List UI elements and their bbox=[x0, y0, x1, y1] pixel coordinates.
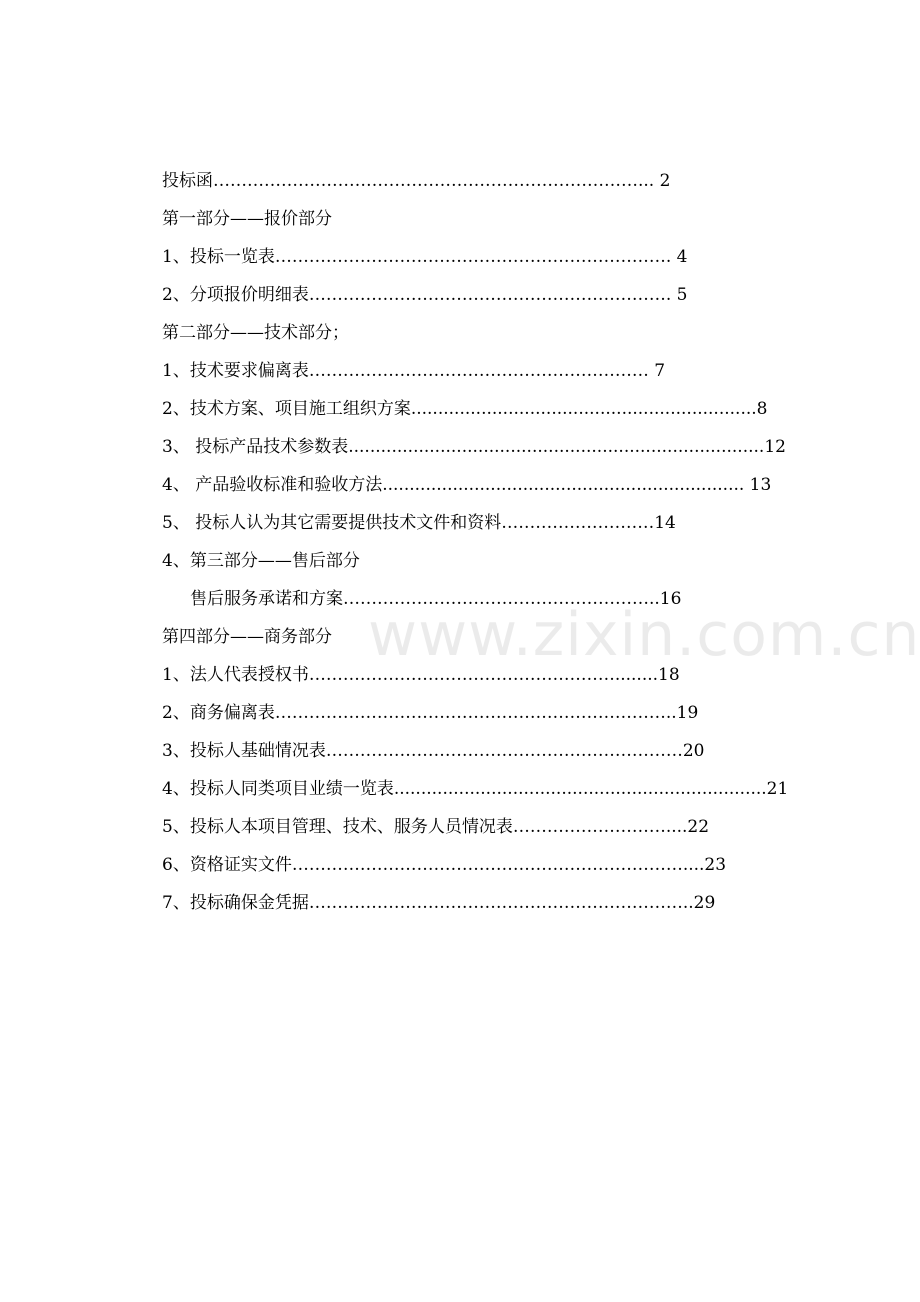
toc-entry: 5、投标人本项目管理、技术、服务人员情况表………………………....22 bbox=[162, 817, 710, 837]
toc-heading-part-two: 第二部分——技术部分； bbox=[162, 323, 349, 343]
toc-heading-part-four: 第四部分——商务部分 bbox=[162, 627, 332, 647]
watermark: www.zixin.com.cn bbox=[368, 600, 920, 670]
toc-entry: 1、技术要求偏离表…………………………………………………… 7 bbox=[162, 361, 666, 381]
toc-entry: 6、资格证实文件……………………………………………………………....23 bbox=[162, 855, 727, 875]
toc-entry: 2、技术方案、项目施工组织方案................................................................8 bbox=[162, 399, 768, 419]
toc-entry: 5、 投标人认为其它需要提供技术文件和资料………………………14 bbox=[162, 513, 676, 533]
toc-entry: 售后服务承诺和方案………………………………………………..16 bbox=[190, 589, 682, 609]
toc-entry: 3、 投标产品技术参数表.............................................................................12 bbox=[162, 437, 786, 457]
toc-heading-part-one: 第一部分——报价部分 bbox=[162, 209, 332, 229]
toc-entry: 4、投标人同类项目业绩一览表.....................................................................21 bbox=[162, 779, 789, 799]
toc-entry: 3、投标人基础情况表………………………………………………………20 bbox=[162, 741, 705, 761]
toc-entry: 2、分项报价明细表………………………………………………………. 5 bbox=[162, 285, 688, 305]
toc-heading-part-three: 4、第三部分——售后部分 bbox=[162, 551, 360, 571]
toc-entry-bid-letter: 投标函…………………………………………………………………... 2 bbox=[162, 171, 671, 191]
toc-entry: 7、投标确保金凭据…………………………………………………………..29 bbox=[162, 893, 716, 913]
toc-entry: 1、投标一览表……………………………………………………………. 4 bbox=[162, 247, 688, 267]
toc-entry: 1、法人代表授权书………………………………………………........18 bbox=[162, 665, 680, 685]
toc-entry: 4、 产品验收标准和验收方法................................................................... 13 bbox=[162, 475, 772, 495]
toc-entry: 2、商务偏离表……………………………………………………………..19 bbox=[162, 703, 699, 723]
